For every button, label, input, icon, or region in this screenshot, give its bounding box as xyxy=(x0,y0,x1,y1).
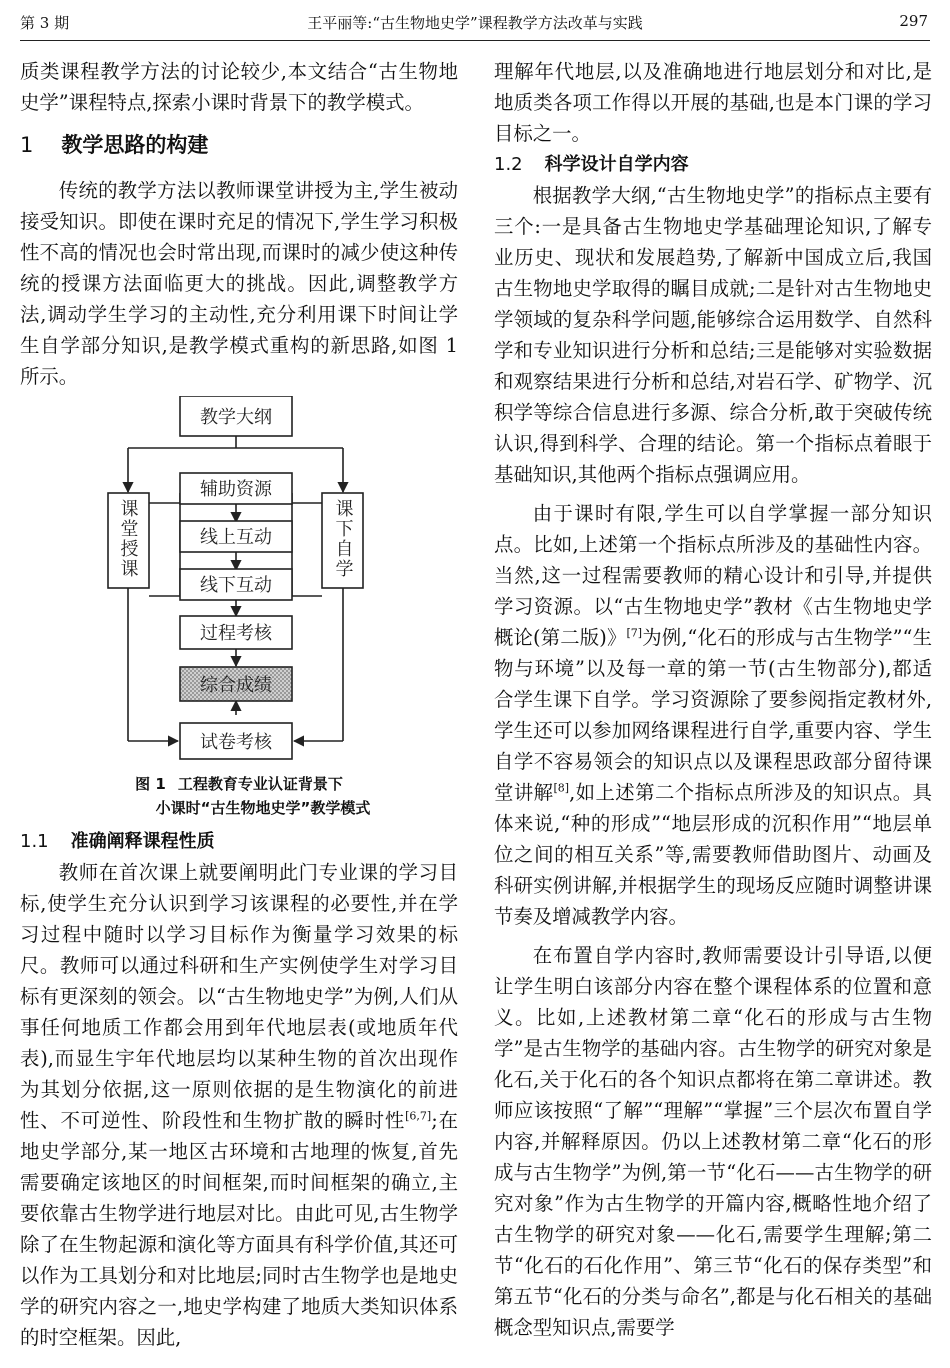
figure-1-caption xyxy=(20,772,458,820)
citation-7: [7] xyxy=(626,626,643,640)
paragraph-2-part-a: 教师在首次课上就要阐明此门专业课的学习目标,使学生充分认识到学习该课程的必要性,并在学习过程中随时以学习目标作为衡量学习效果的标尺。教师可以通过科研和生产实例使学生对学习目标有更深刻的领会。以“古生物地史学”为例,人们从事任何地质工作都会用到年代地层表(或地质年代表),而显生宇年代地层均以某种生物的首次出现作为其划分依据,这一原则依据的是生物演化的前进性、不可逆性、阶段性和生物扩散的瞬时性 xyxy=(20,861,458,1132)
self-study-label: 课下自学 xyxy=(332,499,354,579)
paragraph-2-part-b: ;在地史学部分,某一地区古环境和古地理的恢复,首先需要确定该地区的时间框架,而时间框架的确立,主要依靠古生物学进行地层对比。由此可见,古生物学除了在生物起源和演化等方面具有科学价值,其还可以作为工具划分和对比地层;同时古生物学也是地史学的研究内容之一,地史学构建了地质大类知识体系的时空框架。因此, xyxy=(20,1109,458,1349)
paragraph-4 xyxy=(494,498,932,932)
paragraph-4-part-a: 由于课时有限,学生可以自学掌握一部分知识点。比如,上述第一个指标点所涉及的基础性内容。当然,这一过程需要教师的精心设计和引导,并提供学习资源。以“古生物地史学”教材《古生物地史学概论(第二版)》 xyxy=(494,502,932,649)
figure-1-label: 图 1 xyxy=(135,775,166,793)
process-label: 过程考核 xyxy=(200,623,272,644)
outline-label: 教学大纲 xyxy=(200,407,272,428)
figure-1-caption-line1: 工程教育专业认证背景下 xyxy=(177,775,343,793)
offline-label: 线下互动 xyxy=(200,575,272,596)
classroom-label: 课堂授课 xyxy=(117,499,139,579)
right-column xyxy=(494,56,932,1343)
section-1-2-title: 科学设计自学内容 xyxy=(544,154,689,175)
paragraph-3: 根据教学大纲,“古生物地史学”的指标点主要有三个:一是具备古生物地史学基础理论知识,了解专业历史、现状和发展趋势,了解新中国成立后,我国古生物地史学取得的瞩目成就;二是针对古生物地史学领域的复杂科学问题,能够综合运用数学、自然科学和专业知识进行分析和总结;三是能够对实验数据和观察结果进行分析和总结,对岩石学、矿物学、沉积学等综合信息进行多源、综合分析,敢于突破传统认识,得到科学、合理的结论。第一个指标点着眼于基础知识,其他两个指标点强调应用。 xyxy=(494,184,932,486)
citation-6-7: [6,7] xyxy=(405,1109,432,1123)
paragraph-4-part-b: 为例,“化石的形成与古生物学”“生物与环境”以及每一章的第一节(古生物部分),都适合学生课下自学。学习资源除了要参阅指定教材外,学生还可以参加网络课程进行自学,重要内容、学生自学不容易领会的知识点以及课程思政部分留待课堂讲解 xyxy=(494,626,932,804)
running-title: 王平丽等:“古生物地史学”课程教学方法改革与实践 xyxy=(307,14,643,32)
paragraph-4-part-c: ,如上述第二个指标点所涉及的知识点。具体来说,“种的形成”“地层形成的沉积作用”“地层单位之间的相互关系”等,需要教师借助图片、动画及科研实例讲解,并根据学生的现场反应随时调整讲课节奏及增减教学内容。 xyxy=(494,781,932,928)
page-header xyxy=(0,0,950,40)
online-label: 线上互动 xyxy=(200,527,272,548)
exam-label: 试卷考核 xyxy=(200,732,272,753)
section-1-1-heading xyxy=(20,826,458,857)
paragraph-2 xyxy=(20,857,458,1353)
page-number: 297 xyxy=(899,12,928,30)
section-1-heading xyxy=(20,118,458,175)
issue-number: 第 3 期 xyxy=(20,14,70,32)
header-rule xyxy=(20,40,930,41)
section-1-1-number: 1.1 xyxy=(20,831,49,852)
section-1-2-heading xyxy=(494,149,932,180)
paragraph-1: 传统的教学方法以教师课堂讲授为主,学生被动接受知识。即使在课时充足的情况下,学生学习积极性不高的情况也会时常出现,而课时的减少使这种传统的授课方法面临更大的挑战。因此,调整教学方法,调动学生学习的主动性,充分利用课下时间让学生自学部分知识,是教学模式重构的新思路,如图 1 所示。 xyxy=(20,179,458,388)
figure-1-diagram xyxy=(20,396,458,826)
citation-8: [8] xyxy=(553,781,570,795)
intro-paragraph: 质类课程教学方法的讨论较少,本文结合“古生物地史学”课程特点,探索小课时背景下的教学模式。 xyxy=(20,60,458,114)
left-column xyxy=(20,56,458,1353)
section-1-2-number: 1.2 xyxy=(494,154,523,175)
overall-label: 综合成绩 xyxy=(200,675,272,696)
section-1-1-title: 准确阐释课程性质 xyxy=(70,831,215,852)
figure-1-caption-line2: 小课时“古生物地史学”教学模式 xyxy=(155,799,371,817)
section-1-title: 教学思路的构建 xyxy=(61,133,209,157)
paragraph-5: 在布置自学内容时,教师需要设计引导语,以便让学生明白该部分内容在整个课程体系的位置和意义。比如,上述教材第二章“化石的形成与古生物学”是古生物学的基础内容。古生物学的研究对象是化石,关于化石的各个知识点都将在第二章讲述。教师应该按照“了解”“理解”“掌握”三个层次布置自学内容,并解释原因。仍以上述教材第二章“化石的形成与古生物学”为例,第一节“化石——古生物学的研究对象”作为古生物学的开篇内容,概略性地介绍了古生物学的研究对象——化石,需要学生理解;第二节“化石的石化作用”、第三节“化石的保存类型”和第五节“化石的分类与命名”,都是与化石相关的基础概念型知识点,需要学 xyxy=(494,944,932,1339)
section-1-number: 1 xyxy=(20,133,34,157)
continued-paragraph: 理解年代地层,以及准确地进行地层划分和对比,是地质类各项工作得以开展的基础,也是本门课的学习目标之一。 xyxy=(494,60,932,145)
resources-label: 辅助资源 xyxy=(200,479,272,500)
